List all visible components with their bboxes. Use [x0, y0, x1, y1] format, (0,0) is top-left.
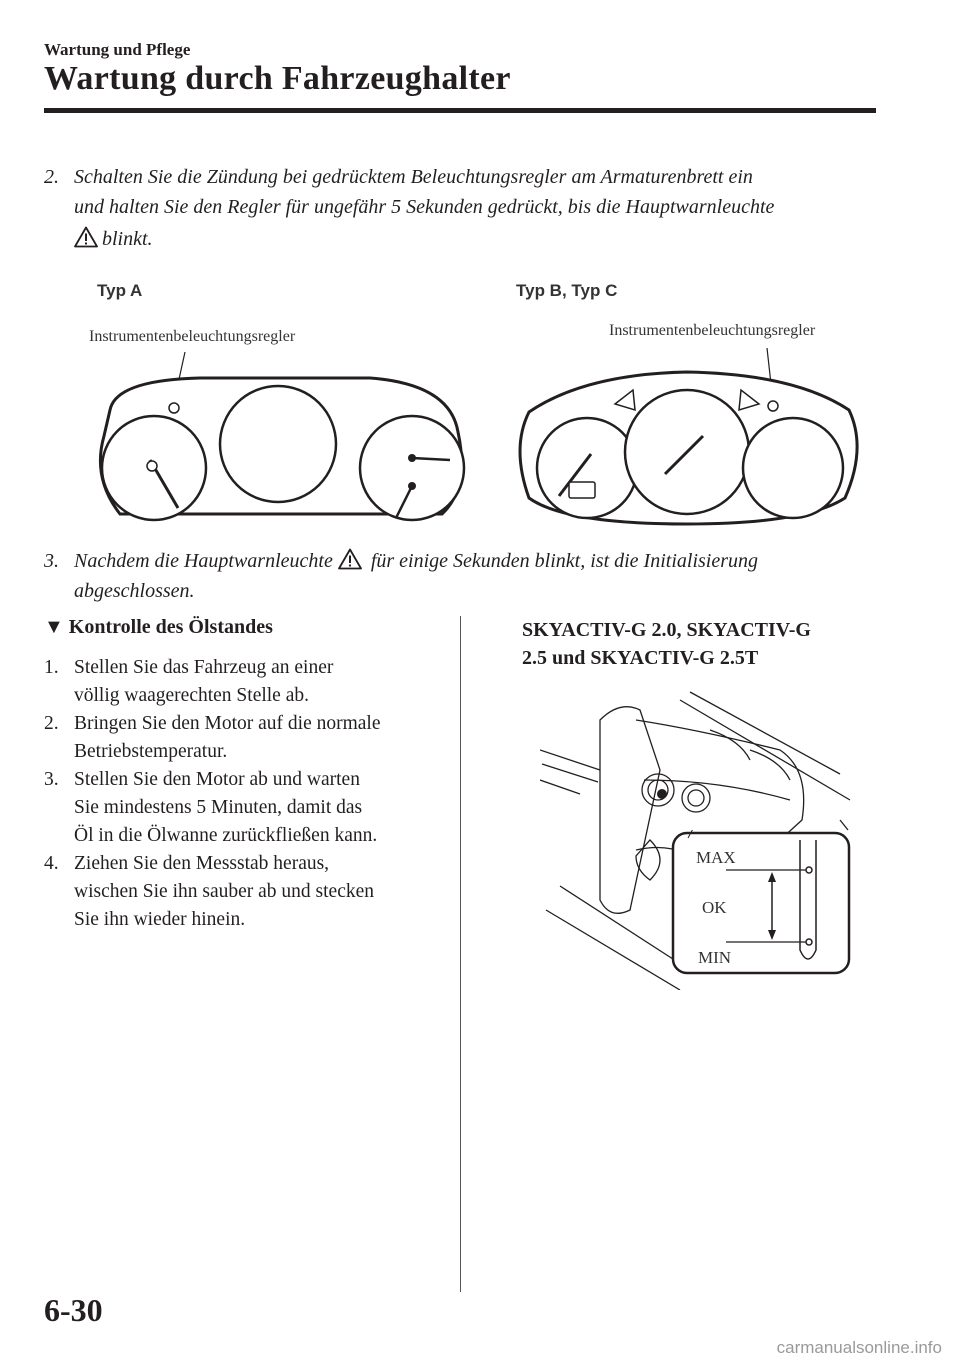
list-item: 4. Ziehen Sie den Messstab heraus, wischen Sie ihn sauber ab und stecken Sie ihn wieder hinein. — [44, 853, 375, 930]
step-3 — [44, 546, 904, 610]
right-gauge — [360, 416, 464, 520]
cluster-type-a-illustration — [90, 350, 470, 530]
left-gauge-display — [569, 482, 595, 498]
oil-check-heading: ▼ Kontrolle des Ölstandes — [44, 616, 273, 638]
column-divider — [460, 616, 461, 1292]
figure-label-type-a: Typ A — [97, 281, 143, 300]
illumination-control-knob — [768, 401, 778, 411]
list-item: 3. Stellen Sie den Motor ab und warten Sie mindestens 5 Minuten, damit das Öl in die Ölwanne zurückfließen kann. — [44, 769, 378, 846]
callout-type-b-c: Instrumentenbeleuchtungsregler — [609, 322, 816, 339]
step-2-line-3: blinkt. — [102, 228, 153, 250]
dipstick-max-label: MAX — [696, 848, 736, 867]
step-3-line-2: abgeschlossen. — [74, 580, 195, 602]
step-3-text-part-1: Nachdem die Hauptwarnleuchte — [74, 550, 333, 572]
step-2-line-1: Schalten Sie die Zündung bei gedrücktem Beleuchtungsregler am Armaturenbrett ein — [74, 166, 753, 188]
list-item: 1. Stellen Sie das Fahrzeug an einer völlig waagerechten Stelle ab. — [44, 657, 334, 706]
figure-label-type-b-c: Typ B, Typ C — [516, 281, 618, 300]
watermark: carmanualsonline.info — [776, 1338, 942, 1357]
page-number: 6-30 — [44, 1292, 103, 1328]
illumination-control-knob — [169, 403, 179, 413]
page-title: Wartung durch Fahrzeughalter — [44, 60, 511, 97]
engine-variants-title: SKYACTIV-G 2.0, SKYACTIV-G 2.5 und SKYACTIV-G 2.5T — [522, 619, 811, 669]
step-3-text-part-2: für einige Sekunden blinkt, ist die Initialisierung — [370, 550, 759, 572]
step-2 — [44, 162, 904, 258]
dipstick-handle — [657, 789, 667, 799]
right-gauge — [743, 418, 843, 518]
dipstick-min-label: MIN — [698, 948, 732, 967]
step-3-number: 3. — [44, 550, 59, 572]
step-2-number: 2. — [44, 166, 59, 188]
dipstick-ok-label: OK — [702, 898, 727, 917]
triangle-marker-icon: ▼ — [44, 616, 64, 638]
list-item: 2. Bringen Sie den Motor auf die normale Betriebstemperatur. — [44, 713, 381, 762]
title-rule — [44, 108, 876, 113]
master-warning-icon — [338, 548, 362, 570]
step-2-line-2: und halten Sie den Regler für ungefähr 5 Sekunden gedrückt, bis die Hauptwarnleuchte — [74, 196, 775, 218]
section-title: Wartung und Pflege — [44, 40, 191, 59]
master-warning-icon — [74, 226, 98, 248]
left-gauge — [537, 418, 637, 518]
oil-check-steps — [44, 654, 444, 934]
cluster-type-b-c-illustration — [505, 348, 870, 530]
center-display — [220, 386, 336, 502]
callout-type-a: Instrumentenbeleuchtungsregler — [89, 328, 296, 345]
